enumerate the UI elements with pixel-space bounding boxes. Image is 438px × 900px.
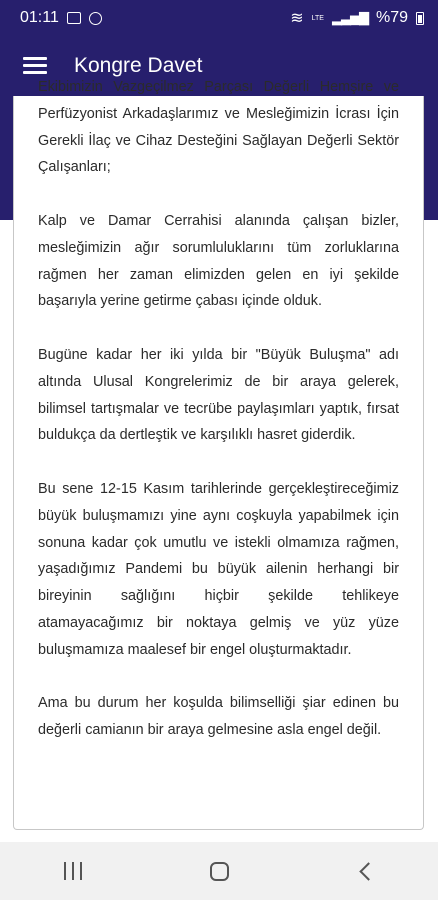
home-button[interactable] [189,851,249,891]
paragraph: Kalp ve Damar Cerrahisi alanında çalışan bizler, mesleğimizin ağır sorumluluklarını tüm zorluklarına rağmen her zaman elimizden gelen en iyi şekilde başarıyla yerine getirme çabası içinde olduk. [38,212,399,310]
back-icon [359,862,377,880]
wifi-icon: ≋ [290,10,304,27]
battery-icon [416,12,424,25]
signal-icon: ▂▃▅▇ [331,10,368,25]
system-navigation-bar [0,842,438,900]
messenger-notification-icon [89,12,102,25]
invitation-card[interactable] [13,79,424,830]
recent-apps-icon [64,862,82,880]
back-button[interactable] [335,851,395,891]
battery-level: %79 [375,9,408,26]
status-bar [0,0,438,36]
paragraph: Bugüne kadar her iki yılda bir "Büyük Buluşma" adı altında Ulusal Kongrelerimiz de bir araya gelerek, bilimsel tartışmalar ve tecrübe paylaşımları yaptık, fırsat buldukça da dertleştik ve karşılıklı hasret giderdik. [38,346,399,444]
paragraph: Ama bu durum her koşulda bilimselliği şiar edinen bu değerli camianın bir araya gelmesine asla engel değil. [38,695,399,739]
lte-indicator: LTE [311,14,324,22]
status-right [290,8,424,28]
paragraph: Ekibimizin Vazgeçilmez Parçası Değerli Hemşire ve Perfüzyonist Arkadaşlarımız ve Mesleğimizin İcrası İçin Gerekli İlaç ve Cihaz Desteğini Sağlayan Değerli Sektör Çalışanları; [38,79,399,176]
paragraph: Bu sene 12-15 Kasım tarihlerinde gerçekleştireceğimiz büyük buluşmamızı yine aynı coşkuyla yapabilmek için sonuna kadar çok umutlu ve istekli olmamıza rağmen, yaşadığımız Pandemi bu büyük ailenin herhangi bir bireyinin sağlığını hiçbir şekilde tehlikeye atamayacağımız bir noktaya gelmiş ve yüz yüze buluşmamıza maalesef bir engel oluşturmaktadır. [38,480,399,658]
status-time: 01:11 [20,9,59,26]
recent-apps-button[interactable] [43,851,103,891]
status-left [20,9,102,27]
hamburger-menu-icon[interactable] [23,57,47,75]
page-title: Kongre Davet [74,54,203,77]
home-icon [210,862,229,881]
invitation-text [38,74,399,771]
gallery-notification-icon [67,12,81,24]
